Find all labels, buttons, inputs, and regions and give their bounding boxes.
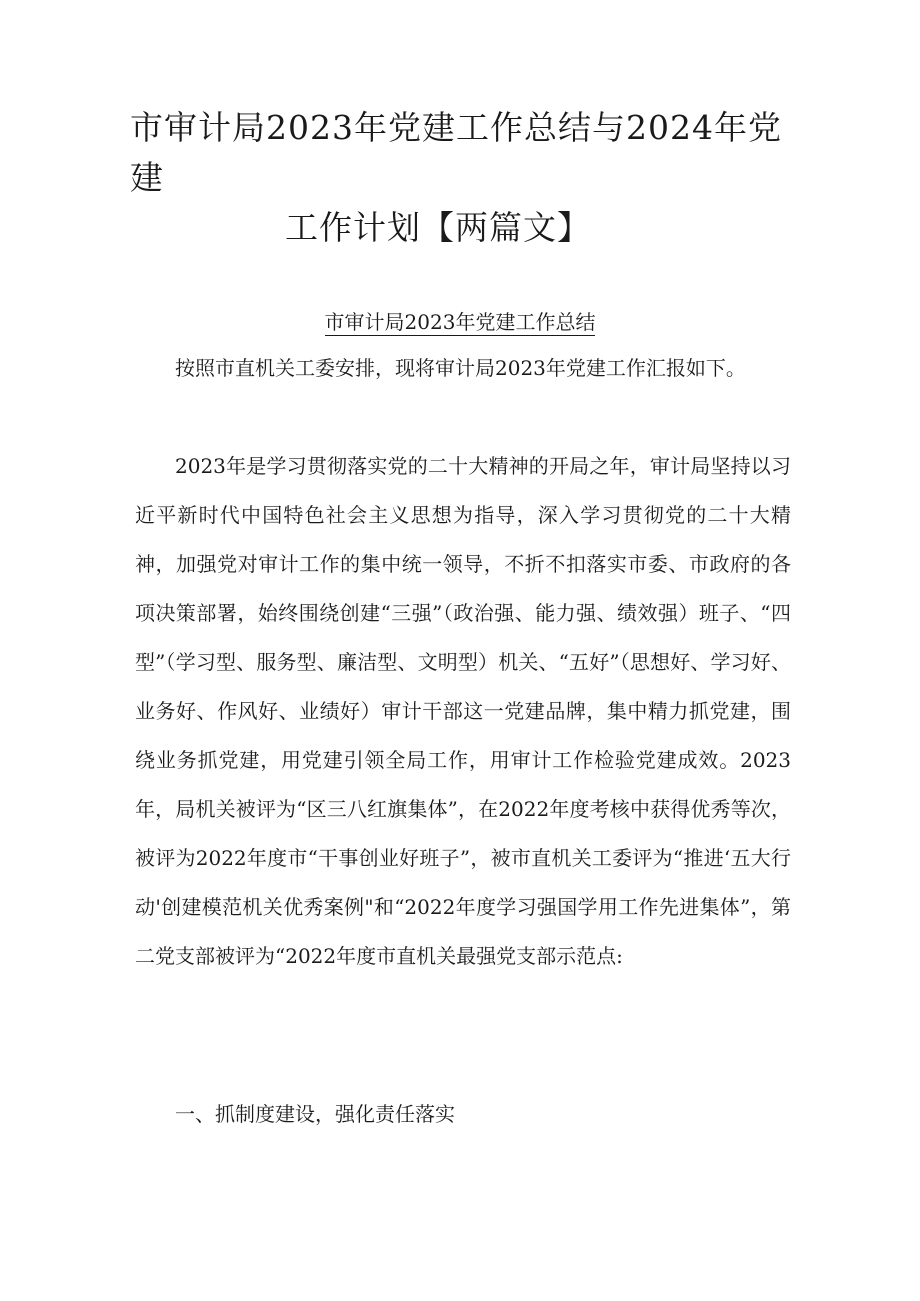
section-heading: 一、抓制度建设，强化责任落实	[175, 1102, 455, 1126]
document-title	[130, 103, 800, 253]
section-subtitle-text: 市审计局2023年党建工作总结	[324, 310, 596, 334]
paragraph-intro: 按照市直机关工委安排，现将审计局2023年党建工作汇报如下。	[175, 356, 746, 380]
document-title-line2: 工作计划【两篇文】	[285, 208, 591, 247]
document-title-line1: 市审计局2023年党建工作总结与2024年党建	[130, 108, 782, 197]
paragraph-summary: 2023年是学习贯彻落实党的二十大精神的开局之年，审计局坚持以习近平新时代中国特色社会主义思想为指导，深入学习贯彻党的二十大精神，加强党对审计工作的集中统一领导，不折不扣落实市委、市政府的各项决策部署，始终围绕创建“三强”（政治强、能力强、绩效强）班子、“四型”（学习型、服务型、廉洁型、文明型）机关、“五好”（思想好、学习好、业务好、作风好、业绩好）审计干部这一党建品牌，集中精力抓党建，围绕业务抓党建，用党建引领全局工作，用审计工作检验党建成效。2023年，局机关被评为“区三八红旗集体”，在2022年度考核中获得优秀等次，被评为2022年度市“干事创业好班子”，被市直机关工委评为“推进‘五大行动'创建模范机关优秀案例"和“2022年度学习强国学用工作先进集体”，第二党支部被评为“2022年度市直机关最强党支部示范点:	[135, 454, 791, 968]
section-subtitle	[0, 308, 920, 336]
